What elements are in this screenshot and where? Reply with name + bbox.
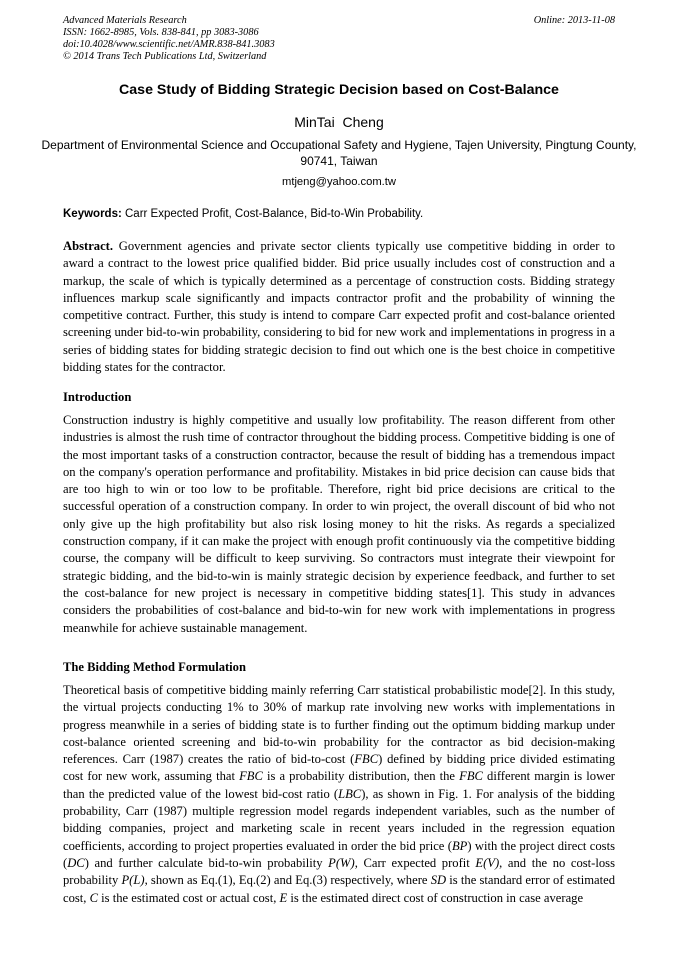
journal-issn: ISSN: 1662-8985, Vols. 838-841, pp 3083-3086 [63, 27, 259, 38]
math-term: LBC [338, 786, 362, 801]
math-term: FBC [459, 769, 483, 784]
text-segment: , shown as Eq.(1), Eq.(2) and Eq.(3) respectively, where [144, 873, 431, 888]
text-segment: is the estimated direct cost of construction in case average [287, 890, 584, 905]
math-term: FBC [239, 769, 263, 784]
author-name: MinTai Cheng [294, 114, 384, 130]
abstract [63, 238, 615, 376]
keywords-text: Carr Expected Profit, Cost-Balance, Bid-to-Win Probability. [121, 208, 424, 220]
bidding-method-text [63, 682, 615, 907]
text-segment: ), as shown in Fig. 1. For analysis of the bidding probability, Carr (1987) multiple regression model regards independent variables, such as the number of bidding companies, project and marketing scale in recent years included in the regression equation coefficients, according to project properties evaluated in order the bid price ( [63, 786, 615, 853]
math-term: P(L) [121, 873, 145, 888]
online-date: Online: 2013-11-08 [533, 15, 615, 26]
text-segment: ) defined by bidding price divided estimating cost for new work, assuming that [63, 752, 615, 784]
paper-title: Case Study of Bidding Strategic Decision based on Cost-Balance [119, 82, 559, 98]
bidding-method-heading: The Bidding Method Formulation [63, 660, 246, 674]
text-segment: ) and further calculate bid-to-win probability [84, 855, 329, 870]
text-segment: , and the no cost-loss probability [63, 855, 615, 888]
journal-doi: doi:10.4028/www.scientific.net/AMR.838-841.3083 [63, 39, 275, 50]
text-segment: is a probability distribution, then the [262, 769, 460, 784]
math-term: DC [67, 855, 85, 870]
math-term: E [279, 890, 288, 905]
introduction-text: Construction industry is highly competitive and usually low profitability. The reason different from other industries is almost the rush time of contractor throughout the bidding process. Competitive bidding is one of the most important tasks of a construction contractor, because the result of bidding has a tremendous impact on the company's operation performance and profitability. Mistakes in bid price decision can cause bids that are too high to win or too low to be profitable. Therefore, right bid price decisions are critical to the successful operation of a construction company. In order to win project, the overall discount of bid who not only give up the high profitability but also risk losing money to hit the risks. As regards a specialized construction company, if it can make the project with enough profit continuously via the competitive bidding course, the company will be difficult to keep surviving. So contractors must integrate their viewpoint for strategic bidding, and the bid-to-win is mainly strategic decision by experience feedback, and further to set the cost-balance for new project is necessary in competitive bidding states[1]. This study in advances considers the probabilities of cost-balance and bid-to-win for new work with implementations in progress meanwhile for achieve sustainable management. [63, 413, 615, 635]
keywords [63, 208, 615, 220]
keywords-label: Keywords: [63, 208, 122, 220]
text-segment: ) with the project direct costs ( [63, 838, 615, 870]
author-affiliation: Department of Environmental Science and Occupational Safety and Hygiene, Tajen University, Pingtung County, 90741, Taiwan [41, 138, 637, 168]
journal-copyright: © 2014 Trans Tech Publications Ltd, Switzerland [63, 51, 267, 62]
math-term: P(W) [328, 855, 355, 870]
text-segment: Theoretical basis of competitive bidding mainly referring Carr statistical probabilistic mode[2]. In this study, the virtual projects conducting 1% to 30% of markup rate involving new works with implementations in progress meanwhile in a series of bidding state is to further finding out the optimum bidding markup under cost-balance oriented screening and bid-to-win probability for the contractor as bid decision-making references. Carr (1987) creates the ratio of bid-to-cost ( [63, 683, 615, 767]
abstract-text: Government agencies and private sector clients typically use competitive bidding in order to award a contract to the lowest price qualified bidder. Bid price usually includes cost of construction and a markup, the scale of which is typically determined as a percentage of construction costs. Bidding strategy influences markup scale significantly and impacts contractor profit and the probability of winning the competitive contract. Further, this study is intend to compare Carr expected profit and cost-balance oriented screening under bid-to-win probability, considering to bid for new work and implementations in progress in a series of bidding states for bidding strategic decision to find out which one is the best choice in competitive bidding states for the contractor. [63, 239, 615, 375]
abstract-label: Abstract. [63, 239, 114, 253]
journal-name: Advanced Materials Research [63, 15, 187, 26]
math-term: C [89, 890, 98, 905]
text-segment: is the standard error of estimated cost, [63, 873, 615, 905]
math-term: E(V) [475, 855, 500, 870]
introduction-heading: Introduction [63, 390, 132, 404]
text-segment: , Carr expected profit [354, 855, 476, 870]
math-term: SD [430, 873, 447, 888]
author-email: mtjeng@yahoo.com.tw [282, 176, 396, 188]
journal-header [63, 15, 275, 63]
math-term: FBC [354, 752, 379, 767]
math-term: BP [451, 838, 468, 853]
text-segment: different margin is lower than the predicted value of the lowest bid-cost ratio ( [63, 769, 615, 801]
text-segment: is the estimated cost or actual cost, [98, 890, 280, 905]
